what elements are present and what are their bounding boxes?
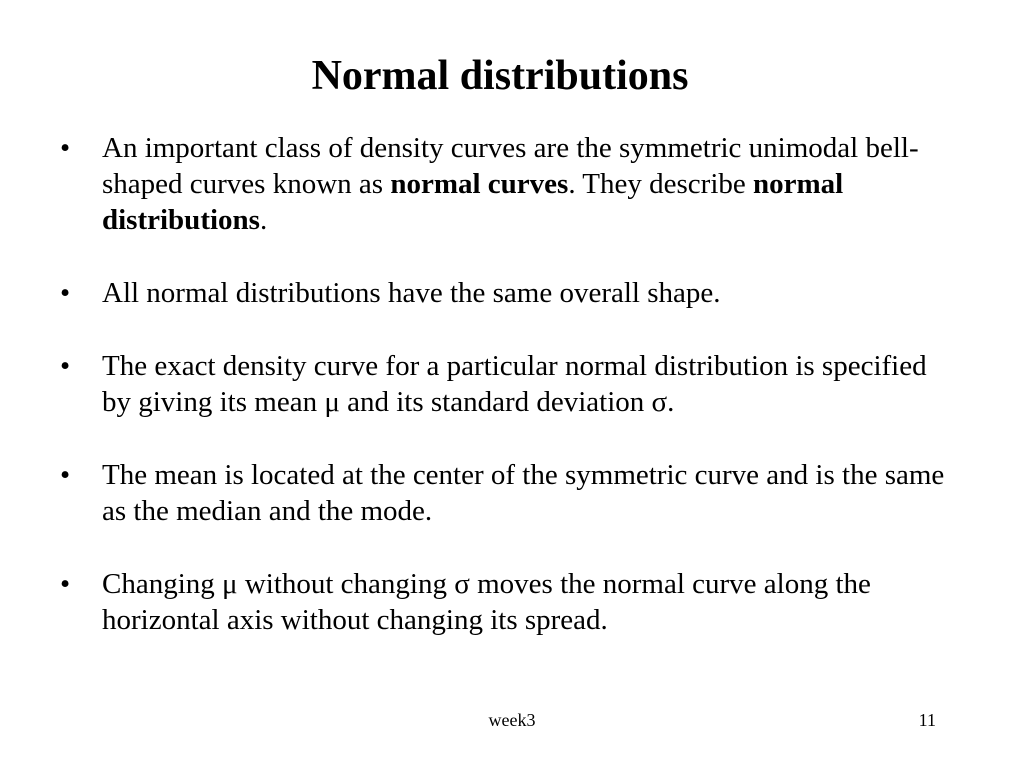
bullet-item: [60, 275, 960, 311]
bullet-text: .: [259, 204, 268, 236]
page-number: 11: [918, 710, 936, 730]
bullet-marker: •: [60, 277, 71, 309]
bold-term-normal-curves: normal curves: [390, 168, 569, 200]
bullet-item: [60, 130, 960, 238]
bullet-text: The exact density curve for a particular normal distribution is specified by giving its mean μ and its standard deviation σ.: [102, 350, 927, 418]
bullet-text: The mean is located at the center of the symmetric curve and is the same as the median and the mode.: [102, 459, 945, 527]
footer-label: week3: [488, 710, 536, 730]
bullet-marker: •: [60, 459, 71, 491]
bullet-marker: •: [60, 350, 71, 382]
slide-title: Normal distributions: [311, 53, 689, 99]
bullet-list: [60, 130, 960, 675]
bullet-marker: •: [60, 568, 71, 600]
bullet-text: An important class of density curves are the symmetric unimodal bell-shaped curves known as: [102, 132, 919, 200]
bullet-text: . They describe: [568, 168, 754, 200]
bold-term-normal-distributions: normal distributions: [102, 168, 844, 236]
bullet-item: [60, 348, 960, 420]
bullet-marker: •: [60, 132, 71, 164]
bullet-text: All normal distributions have the same overall shape.: [102, 277, 721, 309]
bullet-text: Changing μ without changing σ moves the normal curve along the horizontal axis without changing its spread.: [102, 568, 871, 636]
bullet-item: [60, 566, 960, 638]
bullet-item: [60, 457, 960, 529]
